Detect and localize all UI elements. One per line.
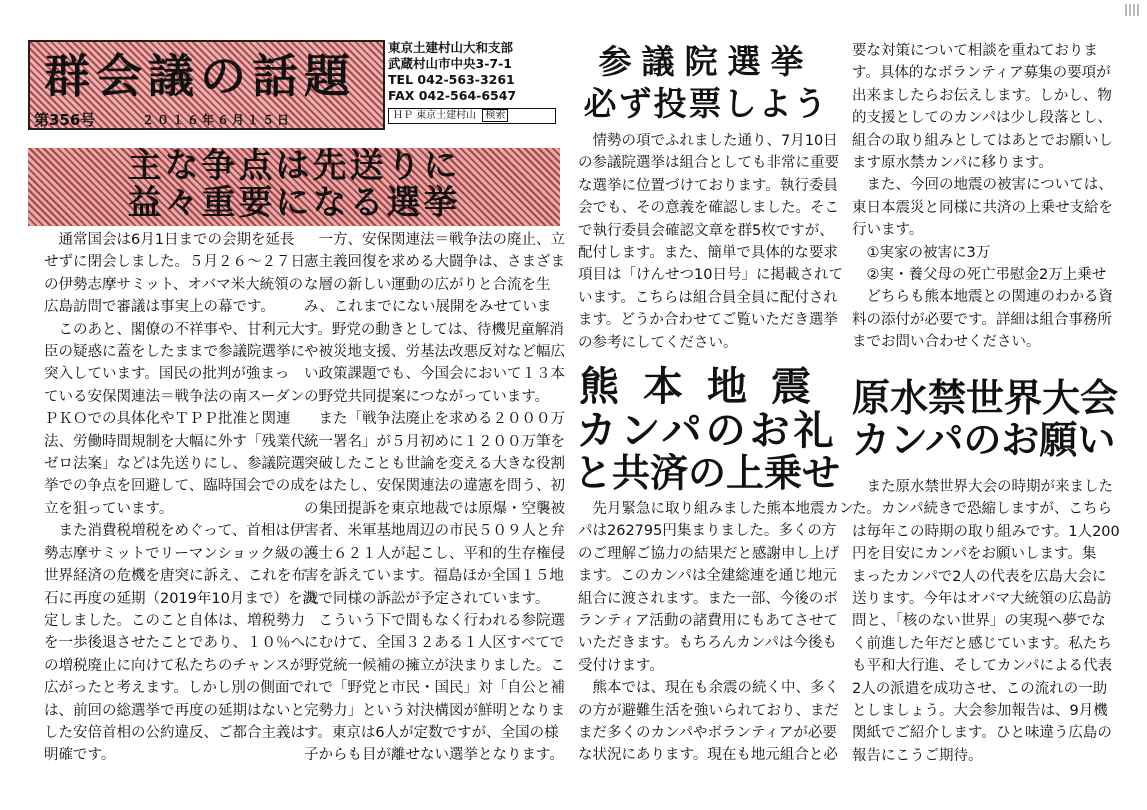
text-line: ている安保関連法＝戦争法の南スーダン — [44, 388, 305, 405]
text-line: 配付します。また、簡単で具体的な要求 — [578, 245, 838, 262]
article-column-2 — [304, 229, 566, 767]
text-line: 挙での争点を回避して、臨時国会での成 — [44, 478, 305, 495]
text-line: ます。どうか合わせてご覧いただき選挙 — [578, 312, 838, 329]
masthead — [28, 40, 385, 130]
text-line: ゼロ法案」などは先送りにし、参議院選 — [44, 456, 305, 473]
text-line: れで「野党と市民・国民」対「自公と補 — [304, 680, 565, 697]
text-line: 勢志摩サミットでリーマンショック級の — [44, 545, 305, 562]
text-line: また、今回の地震の被害については、 — [852, 177, 1113, 194]
headline-line-1: 主な争点は先送りに — [127, 146, 461, 186]
text-line: ます原水禁カンパに移ります。 — [852, 155, 1053, 172]
hp-text: 東京土建村山 — [416, 110, 477, 121]
text-line: 2人の派遣を成功させ、この流れの一助 — [852, 680, 1108, 697]
issue-number: 第356号 — [34, 111, 96, 129]
address-line: 武蔵村山市中央3-7-1 — [388, 56, 512, 71]
text-line: せずに閉会しました。５月２６～２７日 — [44, 254, 305, 271]
text-line: は毎年この時期の取り組みです。1人200 — [852, 523, 1120, 540]
text-line: 一方、安保関連法＝戦争法の廃止、立 — [304, 232, 565, 248]
text-line: 情勢の項でふれました通り、7月10日 — [578, 133, 838, 149]
text-line: としましょう。大会参加報告は、9月機 — [852, 703, 1108, 720]
text-line: ます。このカンパは全建総連を通じ地元 — [578, 568, 837, 585]
election-article — [578, 130, 843, 354]
gensuikin-subtitle: カンパのお願い — [852, 418, 1116, 462]
text-line: した安倍首相の公約違反、ご都合主義は — [44, 724, 305, 741]
text-line: まだ多くのカンパやボランティアが必要 — [578, 725, 837, 742]
text-line: 通常国会は6月1日までの会期を延長 — [44, 232, 295, 248]
text-line: 明確です。 — [44, 747, 116, 764]
text-line: こういう下で間もなく行われる参院選 — [304, 612, 565, 629]
text-line: 害を訴えています。福島ほか全国１５地 — [304, 568, 564, 585]
text-line: まったカンパで2人の代表を広島大会に — [852, 568, 1107, 585]
text-line: にむけて、全国３２ある１人区すべてで — [304, 635, 565, 652]
text-line: 害者、米軍基地周辺の市民５０９人と弁 — [304, 523, 565, 540]
text-line: 護士６２１人が起こし、平和的生存権侵 — [304, 545, 565, 562]
text-line: 受付けます。 — [578, 657, 664, 674]
text-line: また原水禁世界大会の時期が来ました — [852, 479, 1113, 495]
text-line: 送ります。今年はオバマ大統領の広島訪 — [852, 591, 1112, 608]
text-line: 要な対策について相談を重ねておりま — [852, 43, 1098, 59]
text-line: 関紙でご紹介します。ひと味違う広島の — [852, 725, 1112, 742]
text-line: の参考にしてください。 — [578, 334, 738, 351]
text-line: 臣の疑惑に蓋をしたままで参議院選挙に — [44, 344, 305, 361]
text-line: 組合に渡されます。また一部、今後のボ — [578, 590, 838, 607]
text-line: 石に再度の延期（2019年10月まで）を決 — [44, 590, 317, 607]
text-line: 熊本では、現在も余震の続く中、多く — [578, 680, 839, 697]
text-line: 裁で同様の訴訟が予定されています。 — [304, 590, 550, 607]
text-line: 的支援としてのカンパは少し段落とし、 — [852, 110, 1112, 127]
text-line: 憲主義回復を求める大闘争は、さまざま — [304, 254, 565, 271]
text-line: 統一署名」が５月初めに１２００万筆を — [304, 433, 565, 450]
article-column-1 — [44, 229, 317, 767]
text-line: どちらも熊本地震との関連のわかる資 — [852, 289, 1113, 306]
text-line: 料の添付が必要です。詳細は組合事務所 — [852, 311, 1112, 328]
search-label: 検索 — [482, 109, 508, 122]
address-line: TEL 042-563-3261 — [388, 72, 515, 87]
text-line: ＰＫＯでの具体化やＴＰＰ批准と関連 — [44, 411, 291, 428]
text-line: の野党共同提案につながっています。 — [304, 388, 550, 405]
text-line: のご理解ご協力の結果だと感謝申し上げ — [578, 545, 839, 562]
homepage-search-box — [388, 108, 556, 124]
text-line: の集団提訴を東京地裁では原爆・空襲被 — [304, 500, 565, 517]
gensuikin-article — [852, 476, 1120, 767]
headline-line-2: 益々重要になる選挙 — [127, 183, 461, 223]
text-line: 子からも目が離せない選挙となります。 — [304, 747, 564, 764]
text-line: 東日本震災と同様に共済の上乗せ支給を — [852, 199, 1113, 216]
text-line: 法、労働時間規制を大幅に外す「残業代 — [44, 433, 305, 450]
text-line: 突入しています。国民の批判が強まっ — [44, 366, 290, 383]
newsletter-title: 群会議の話題 — [44, 49, 356, 103]
text-line: 野党統一候補の擁立が決まりました。こ — [304, 657, 565, 674]
text-line: 問と、「核のない世界」の実現へ夢でな — [852, 613, 1106, 630]
text-line: パは262795円集まりました。多くの方 — [578, 523, 837, 540]
address-line: 東京土建村山大和支部 — [388, 40, 514, 55]
grid-icon — [1125, 4, 1141, 16]
kumamoto-article-continued — [852, 40, 1114, 354]
text-line: の参議院選挙は組合としても非常に重要 — [578, 155, 839, 172]
text-line: い政策課題でも、今国会において１３本 — [304, 366, 565, 383]
text-line: た。カンパ続きで恐縮しますが、こちら — [852, 501, 1112, 518]
text-line: また「戦争法廃止を求める２０００万 — [304, 411, 565, 428]
text-line: な層の新しい運動の広がりと合流を生 — [304, 276, 551, 293]
text-line: 先月緊急に取り組みました熊本地震カン — [578, 501, 854, 517]
kumamoto-title: 熊本地震 — [579, 364, 835, 410]
text-line: や被災地支援、労基法改悪反対など幅広 — [304, 344, 565, 361]
text-line: 立を狙っています。 — [44, 500, 174, 517]
text-line: は、前回の総選挙で再度の延期はないと — [44, 702, 305, 719]
text-line: ②実・養父母の死亡弔慰金2万上乗せ — [852, 267, 1107, 284]
text-line: な選挙に位置づけております。執行委員 — [578, 177, 838, 194]
union-address — [388, 40, 563, 126]
gensuikin-title: 原水禁世界大会 — [852, 376, 1119, 420]
text-line: す。具体的なボランティア募集の要項が — [852, 65, 1111, 82]
text-line: の伊勢志摩サミット、オバマ米大統領の — [44, 276, 304, 293]
issue-date: ２０１６年６月１５日 — [142, 113, 293, 127]
text-line: 突破したことも世論を変える大きな役割 — [304, 456, 565, 473]
text-line: 完勢力」という対決構図が鮮明となりま — [304, 702, 565, 719]
text-line: で執行委員会確認文章を群5枚ですが、 — [578, 222, 834, 239]
text-line: 報告にこうご期待。 — [852, 747, 983, 764]
text-line: も平和大行進、そしてカンパによる代表 — [852, 658, 1112, 675]
text-line: をはたし、安保関連法の違憲を問う、初 — [304, 478, 565, 495]
text-line: み、これまでにない展開をみせていま — [304, 299, 552, 316]
text-line: 広がったと考えます。しかし別の側面で — [44, 680, 304, 697]
text-line: 世界経済の危機を唐突に訴え、これを布 — [44, 568, 306, 585]
text-line: 広島訪問で審議は事実上の幕です。 — [44, 299, 275, 316]
address-line: FAX 042-564-6547 — [388, 88, 517, 103]
text-line: このあと、閣僚の不祥事や、甘利元大 — [44, 321, 305, 338]
election-subtitle: 必ず投票しよう — [583, 84, 829, 123]
text-line: 項目は「けんせつ10日号」に掲載されて — [578, 267, 843, 284]
text-line: な状況にあります。現在も地元組合と必 — [578, 747, 838, 764]
text-line: 行います。 — [852, 222, 924, 239]
text-line: す。東京は6人が定数ですが、全国の様 — [304, 724, 559, 741]
text-line: の方が避難生活を強いられており、まだ — [578, 702, 839, 719]
text-line: 円を目安にカンパをお願いします。集 — [852, 546, 1097, 563]
text-line: す。野党の動きとしては、待機児童解消 — [304, 321, 564, 338]
text-line: います。こちらは組合員全員に配付され — [578, 289, 838, 306]
hp-label: ＨＰ — [393, 110, 413, 121]
text-line: いただきます。もちろんカンパは今後も — [578, 635, 837, 652]
main-headline — [28, 148, 560, 226]
kumamoto-article — [578, 498, 854, 767]
text-line: また消費税増税をめぐって、首相は伊 — [44, 523, 305, 540]
text-line: 会でも、その意義を確認しました。そこ — [578, 200, 839, 217]
text-line: ランティア活動の諸費用にもあてさせて — [578, 613, 838, 630]
kumamoto-subtitle-1: カンパのお礼 — [576, 408, 838, 454]
kumamoto-subtitle-2: と共済の上乗せ — [573, 451, 840, 495]
text-line: を一歩後退させたことであり、１０％へ — [44, 635, 305, 652]
text-line: の増税廃止に向けて私たちのチャンスが — [44, 657, 305, 674]
text-line: く前進した年だと感じています。私たち — [852, 635, 1112, 652]
election-title: 参議院選挙 — [598, 42, 814, 81]
text-line: 組合の取り組みとしてはあとでお願いし — [852, 132, 1113, 149]
text-line: までお問い合わせください。 — [852, 334, 1041, 351]
text-line: 定しました。このこと自体は、増税勢力 — [44, 612, 305, 629]
text-line: ①実家の被害に3万 — [852, 244, 991, 261]
text-line: 出来ましたらお伝えします。しかし、物 — [852, 87, 1112, 104]
